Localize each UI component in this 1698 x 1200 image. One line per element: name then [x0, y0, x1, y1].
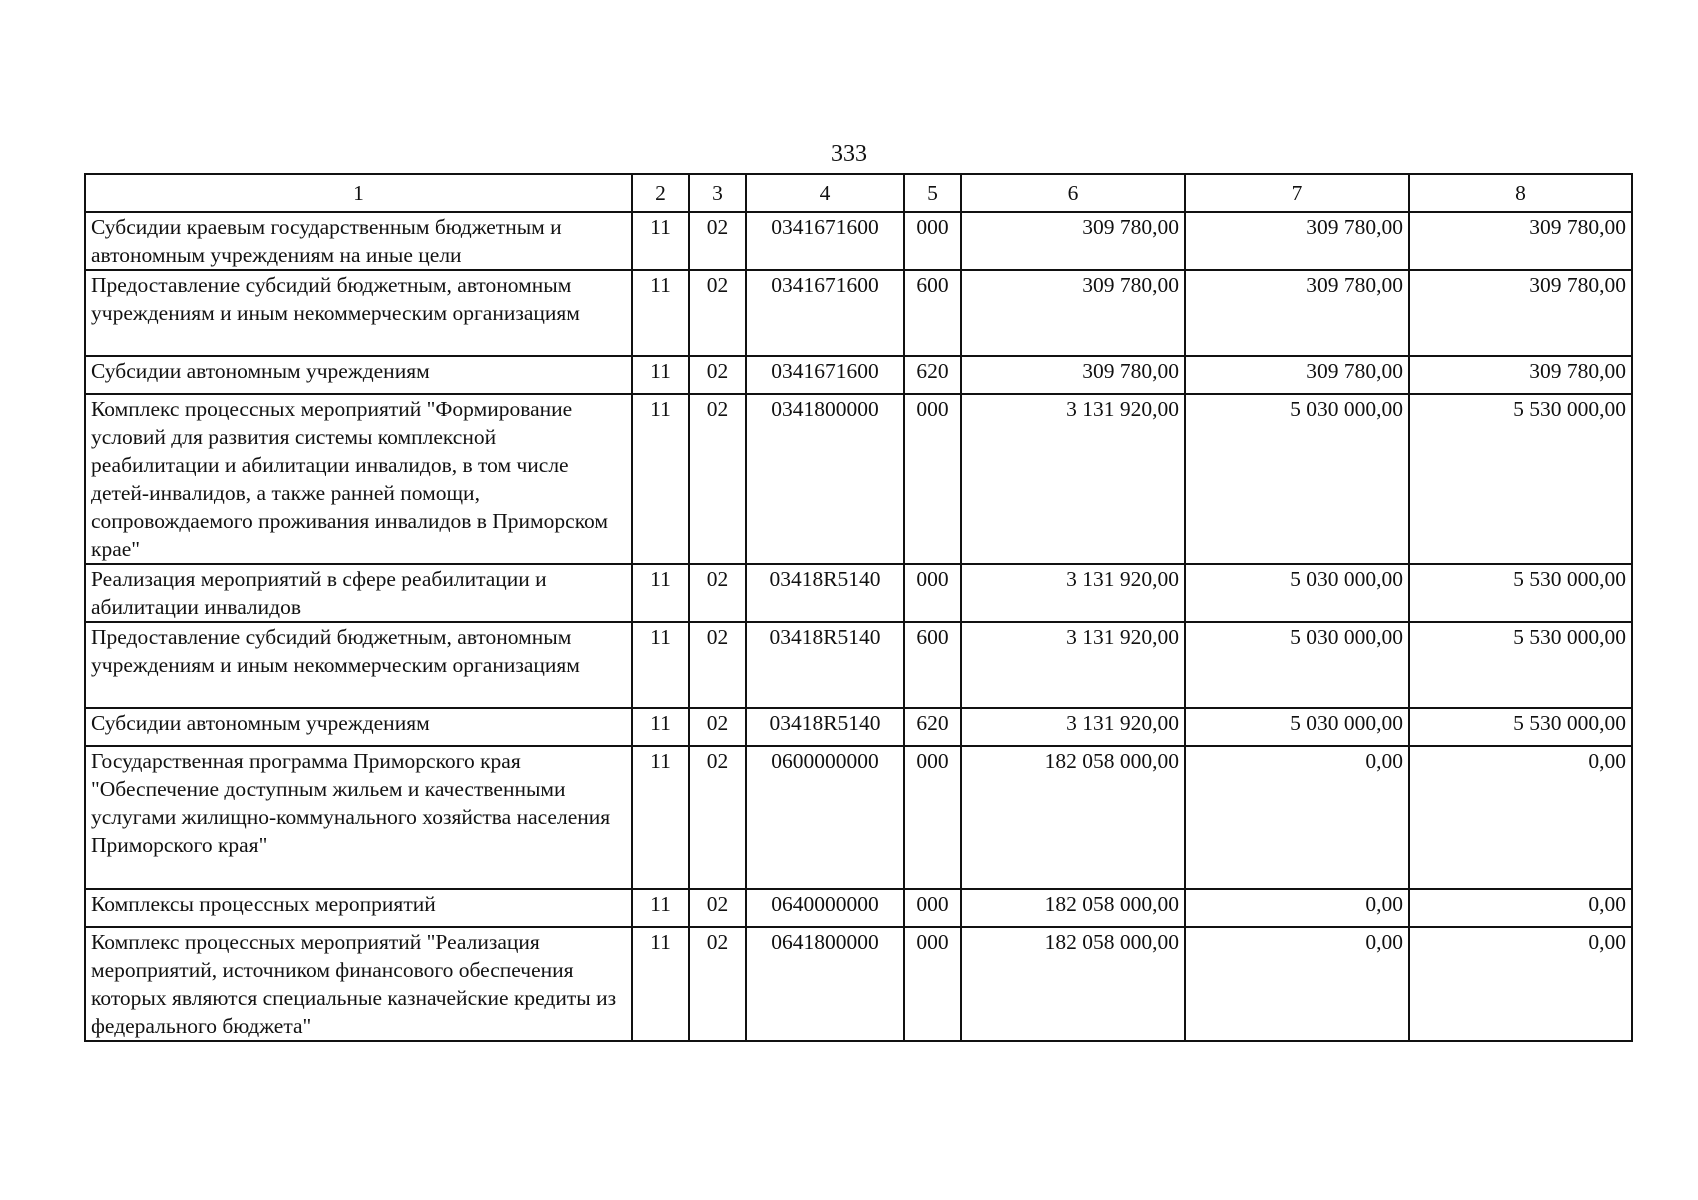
amount-col-6: 3 131 920,00: [961, 622, 1185, 708]
amount-col-6: 182 058 000,00: [961, 927, 1185, 1041]
amount-col-6: 309 780,00: [961, 212, 1185, 270]
header-cell: 3: [689, 174, 746, 212]
table-row: [85, 212, 1632, 270]
row-name: Предоставление субсидий бюджетным, автономным учреждениям и иным некоммерческим организациям: [85, 622, 632, 708]
expense-type-code: 600: [904, 622, 961, 708]
amount-col-7: 309 780,00: [1185, 356, 1409, 394]
header-cell: 8: [1409, 174, 1632, 212]
header-cell: 6: [961, 174, 1185, 212]
expense-type-code: 000: [904, 212, 961, 270]
expense-type-code: 000: [904, 394, 961, 564]
subsection-code: 02: [689, 927, 746, 1041]
table-row: [85, 708, 1632, 746]
row-name: Комплекс процессных мероприятий "Реализация мероприятий, источником финансового обеспечения которых являются специальные казначейские кредиты из федерального бюджета": [85, 927, 632, 1041]
amount-col-6: 309 780,00: [961, 270, 1185, 356]
amount-col-7: 5 030 000,00: [1185, 622, 1409, 708]
budget-table: [84, 173, 1633, 1042]
amount-col-8: 5 530 000,00: [1409, 394, 1632, 564]
subsection-code: 02: [689, 212, 746, 270]
row-name: Предоставление субсидий бюджетным, автономным учреждениям и иным некоммерческим организациям: [85, 270, 632, 356]
amount-col-8: 0,00: [1409, 927, 1632, 1041]
amount-col-6: 3 131 920,00: [961, 708, 1185, 746]
table-row: [85, 564, 1632, 622]
amount-col-8: 0,00: [1409, 746, 1632, 889]
header-cell: 7: [1185, 174, 1409, 212]
amount-col-7: 0,00: [1185, 746, 1409, 889]
target-article-code: 0341671600: [746, 356, 904, 394]
amount-col-7: 309 780,00: [1185, 212, 1409, 270]
row-name: Реализация мероприятий в сфере реабилитации и абилитации инвалидов: [85, 564, 632, 622]
amount-col-8: 309 780,00: [1409, 270, 1632, 356]
expense-type-code: 000: [904, 564, 961, 622]
row-name: Государственная программа Приморского края "Обеспечение доступным жильем и качественными услугами жилищно-коммунального хозяйства населения Приморского края": [85, 746, 632, 889]
subsection-code: 02: [689, 356, 746, 394]
page-number: 333: [831, 141, 867, 167]
header-cell: 2: [632, 174, 689, 212]
amount-col-6: 182 058 000,00: [961, 746, 1185, 889]
section-code: 11: [632, 270, 689, 356]
header-cell: 1: [85, 174, 632, 212]
amount-col-7: 0,00: [1185, 889, 1409, 927]
subsection-code: 02: [689, 394, 746, 564]
header-cell: 5: [904, 174, 961, 212]
row-name: Комплекс процессных мероприятий "Формирование условий для развития системы комплексной реабилитации и абилитации инвалидов, в том числе детей-инвалидов, а также ранней помощи, сопровождаемого проживания инвалидов в Приморском крае": [85, 394, 632, 564]
subsection-code: 02: [689, 622, 746, 708]
subsection-code: 02: [689, 708, 746, 746]
subsection-code: 02: [689, 564, 746, 622]
section-code: 11: [632, 394, 689, 564]
table-row: [85, 927, 1632, 1041]
subsection-code: 02: [689, 746, 746, 889]
table-row: [85, 746, 1632, 889]
table-row: [85, 622, 1632, 708]
amount-col-7: 5 030 000,00: [1185, 564, 1409, 622]
row-name: Субсидии автономным учреждениям: [85, 708, 632, 746]
target-article-code: 0341800000: [746, 394, 904, 564]
section-code: 11: [632, 746, 689, 889]
target-article-code: 03418R5140: [746, 564, 904, 622]
section-code: 11: [632, 212, 689, 270]
amount-col-6: 3 131 920,00: [961, 564, 1185, 622]
section-code: 11: [632, 889, 689, 927]
expense-type-code: 620: [904, 356, 961, 394]
amount-col-6: 182 058 000,00: [961, 889, 1185, 927]
table-row: [85, 394, 1632, 564]
section-code: 11: [632, 622, 689, 708]
section-code: 11: [632, 564, 689, 622]
target-article-code: 0341671600: [746, 212, 904, 270]
table-row: [85, 270, 1632, 356]
header-row: [85, 174, 1632, 212]
amount-col-8: 5 530 000,00: [1409, 708, 1632, 746]
section-code: 11: [632, 927, 689, 1041]
amount-col-6: 309 780,00: [961, 356, 1185, 394]
table-row: [85, 356, 1632, 394]
target-article-code: 0600000000: [746, 746, 904, 889]
row-name: Комплексы процессных мероприятий: [85, 889, 632, 927]
amount-col-6: 3 131 920,00: [961, 394, 1185, 564]
section-code: 11: [632, 356, 689, 394]
amount-col-8: 309 780,00: [1409, 212, 1632, 270]
amount-col-7: 0,00: [1185, 927, 1409, 1041]
subsection-code: 02: [689, 889, 746, 927]
expense-type-code: 620: [904, 708, 961, 746]
target-article-code: 0641800000: [746, 927, 904, 1041]
amount-col-8: 5 530 000,00: [1409, 564, 1632, 622]
target-article-code: 0640000000: [746, 889, 904, 927]
amount-col-8: 5 530 000,00: [1409, 622, 1632, 708]
target-article-code: 0341671600: [746, 270, 904, 356]
subsection-code: 02: [689, 270, 746, 356]
section-code: 11: [632, 708, 689, 746]
table-row: [85, 889, 1632, 927]
row-name: Субсидии краевым государственным бюджетным и автономным учреждениям на иные цели: [85, 212, 632, 270]
amount-col-7: 309 780,00: [1185, 270, 1409, 356]
row-name: Субсидии автономным учреждениям: [85, 356, 632, 394]
amount-col-7: 5 030 000,00: [1185, 708, 1409, 746]
expense-type-code: 000: [904, 927, 961, 1041]
amount-col-8: 309 780,00: [1409, 356, 1632, 394]
target-article-code: 03418R5140: [746, 708, 904, 746]
expense-type-code: 600: [904, 270, 961, 356]
amount-col-8: 0,00: [1409, 889, 1632, 927]
amount-col-7: 5 030 000,00: [1185, 394, 1409, 564]
target-article-code: 03418R5140: [746, 622, 904, 708]
header-cell: 4: [746, 174, 904, 212]
expense-type-code: 000: [904, 746, 961, 889]
expense-type-code: 000: [904, 889, 961, 927]
